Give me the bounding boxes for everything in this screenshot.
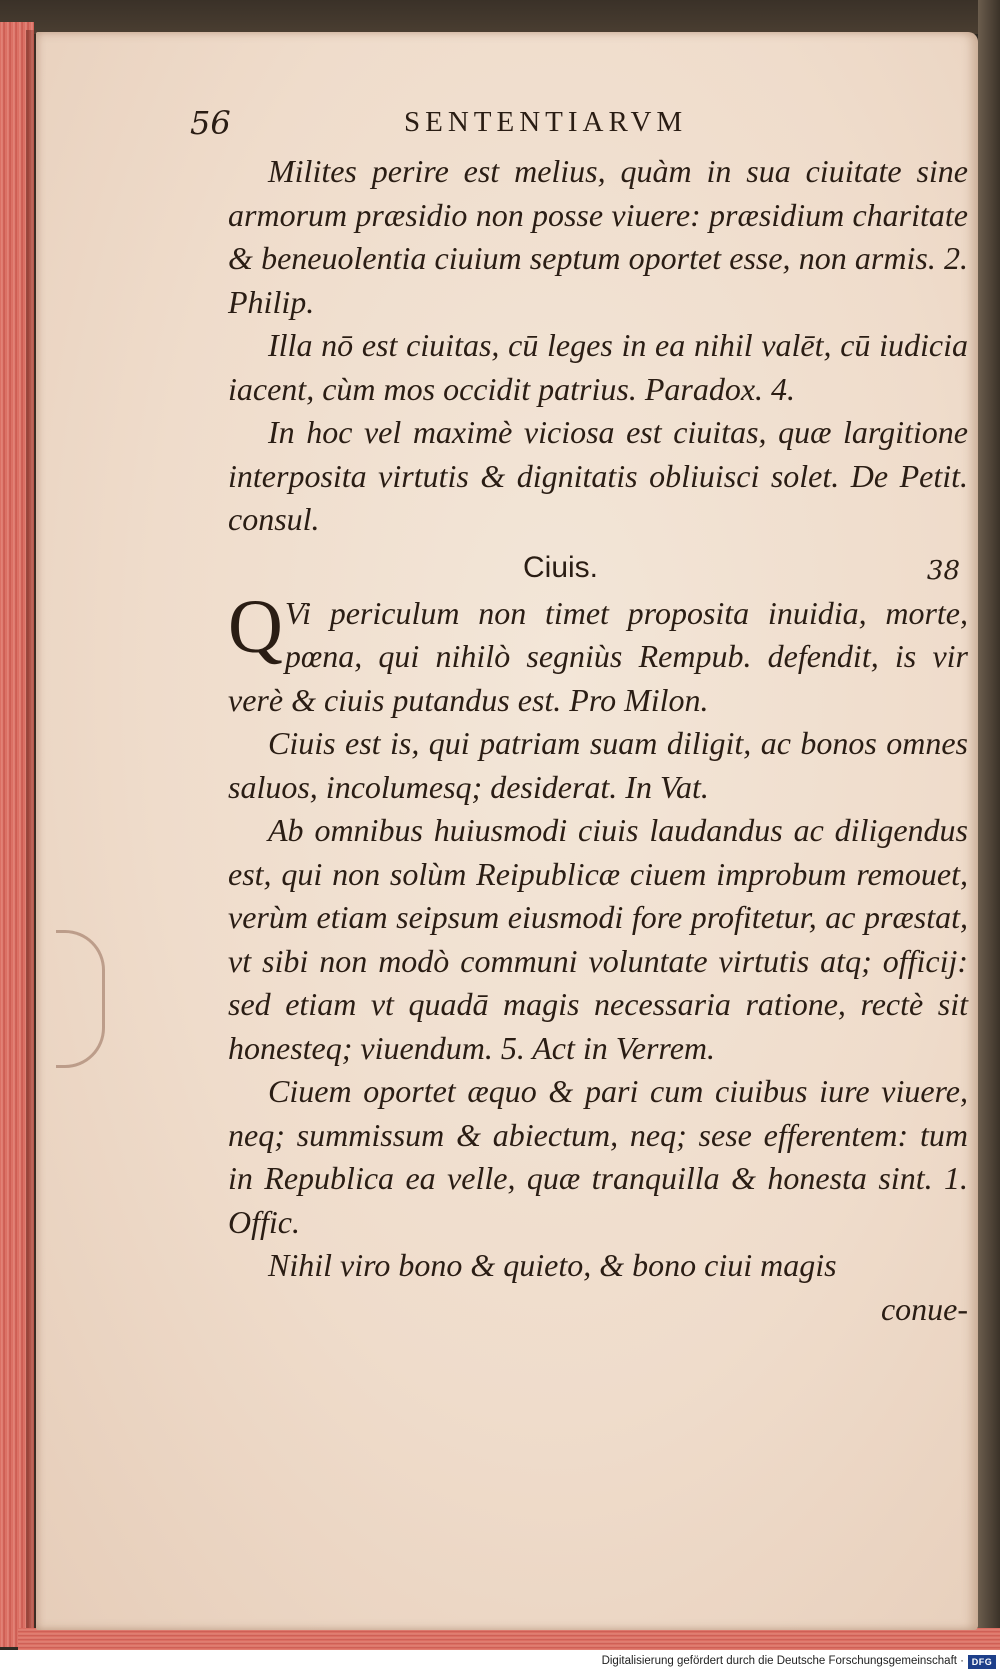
section-title: Ciuis. xyxy=(523,550,599,584)
section-number: 38 xyxy=(926,555,960,586)
paragraph: Ciuis est is, qui patriam suam diligit, ac bonos omnes saluos, incolumesq; desiderat. In Vat. xyxy=(228,725,968,805)
catchword: conue- xyxy=(880,1290,968,1327)
book-top-edge xyxy=(0,0,1000,34)
clasp-mark xyxy=(56,930,105,1068)
section-heading xyxy=(228,544,968,592)
paragraph: Ab omnibus huiusmodi ciuis laudandus ac diligendus est, qui non solùm Reipublicæ ciuem improbum remouet, verùm etiam seipsum eiusmodi fore profitetur, ac præstat, vt sibi non modò communi voluntate virtutis atq; officij: sed etiam vt quadā magis necessaria ratione, rectè sit honesteq; viuendum. 5. Act in Verrem. xyxy=(228,812,968,1066)
text-block xyxy=(228,150,968,1331)
folio-number: 56 xyxy=(190,104,231,142)
paragraph: Nihil viro bono & quieto, & bono ciui magis xyxy=(268,1247,837,1283)
paragraph: In hoc vel maximè viciosa est ciuitas, quæ largitione interposita virtutis & dignitatis obliuisci solet. De Petit. consul. xyxy=(228,414,968,537)
book-right-side xyxy=(978,0,1000,1650)
page-header xyxy=(0,104,1000,144)
dfg-logo: DFG xyxy=(968,1655,996,1669)
footer-credit: Digitalisierung gefördert durch die Deutsche Forschungsgemeinschaft · xyxy=(601,1655,964,1667)
paragraph: Illa nō est ciuitas, cū leges in ea nihil valēt, cū iudicia iacent, cùm mos occidit patrius. Paradox. 4. xyxy=(228,327,968,407)
drop-cap: Q xyxy=(228,584,283,669)
running-head: SENTENTIARVM xyxy=(404,106,688,138)
footer-bar xyxy=(0,1650,1000,1676)
paragraph: Ciuem oportet æquo & pari cum ciuibus iure viuere, neq; summissum & abiectum, neq; sese efferentem: tum in Republica ea velle, quæ tranquilla & honesta sint. 1. Offic. xyxy=(228,1073,968,1240)
first-paragraph xyxy=(228,584,968,723)
paragraph: Milites perire est melius, quàm in sua ciuitate sine armorum præsidio non posse viuere: præsidium charitate & beneuolentia ciuium septum oportet esse, non armis. 2. Philip. xyxy=(228,153,968,320)
page-stack-bottom xyxy=(18,1628,1000,1650)
first-paragraph-text: Vi periculum non timet proposita inuidia, morte, pœna, qui nihilò segniùs Rempub. defendit, is vir verè & ciuis putandus est. Pro Milon. xyxy=(228,594,968,718)
